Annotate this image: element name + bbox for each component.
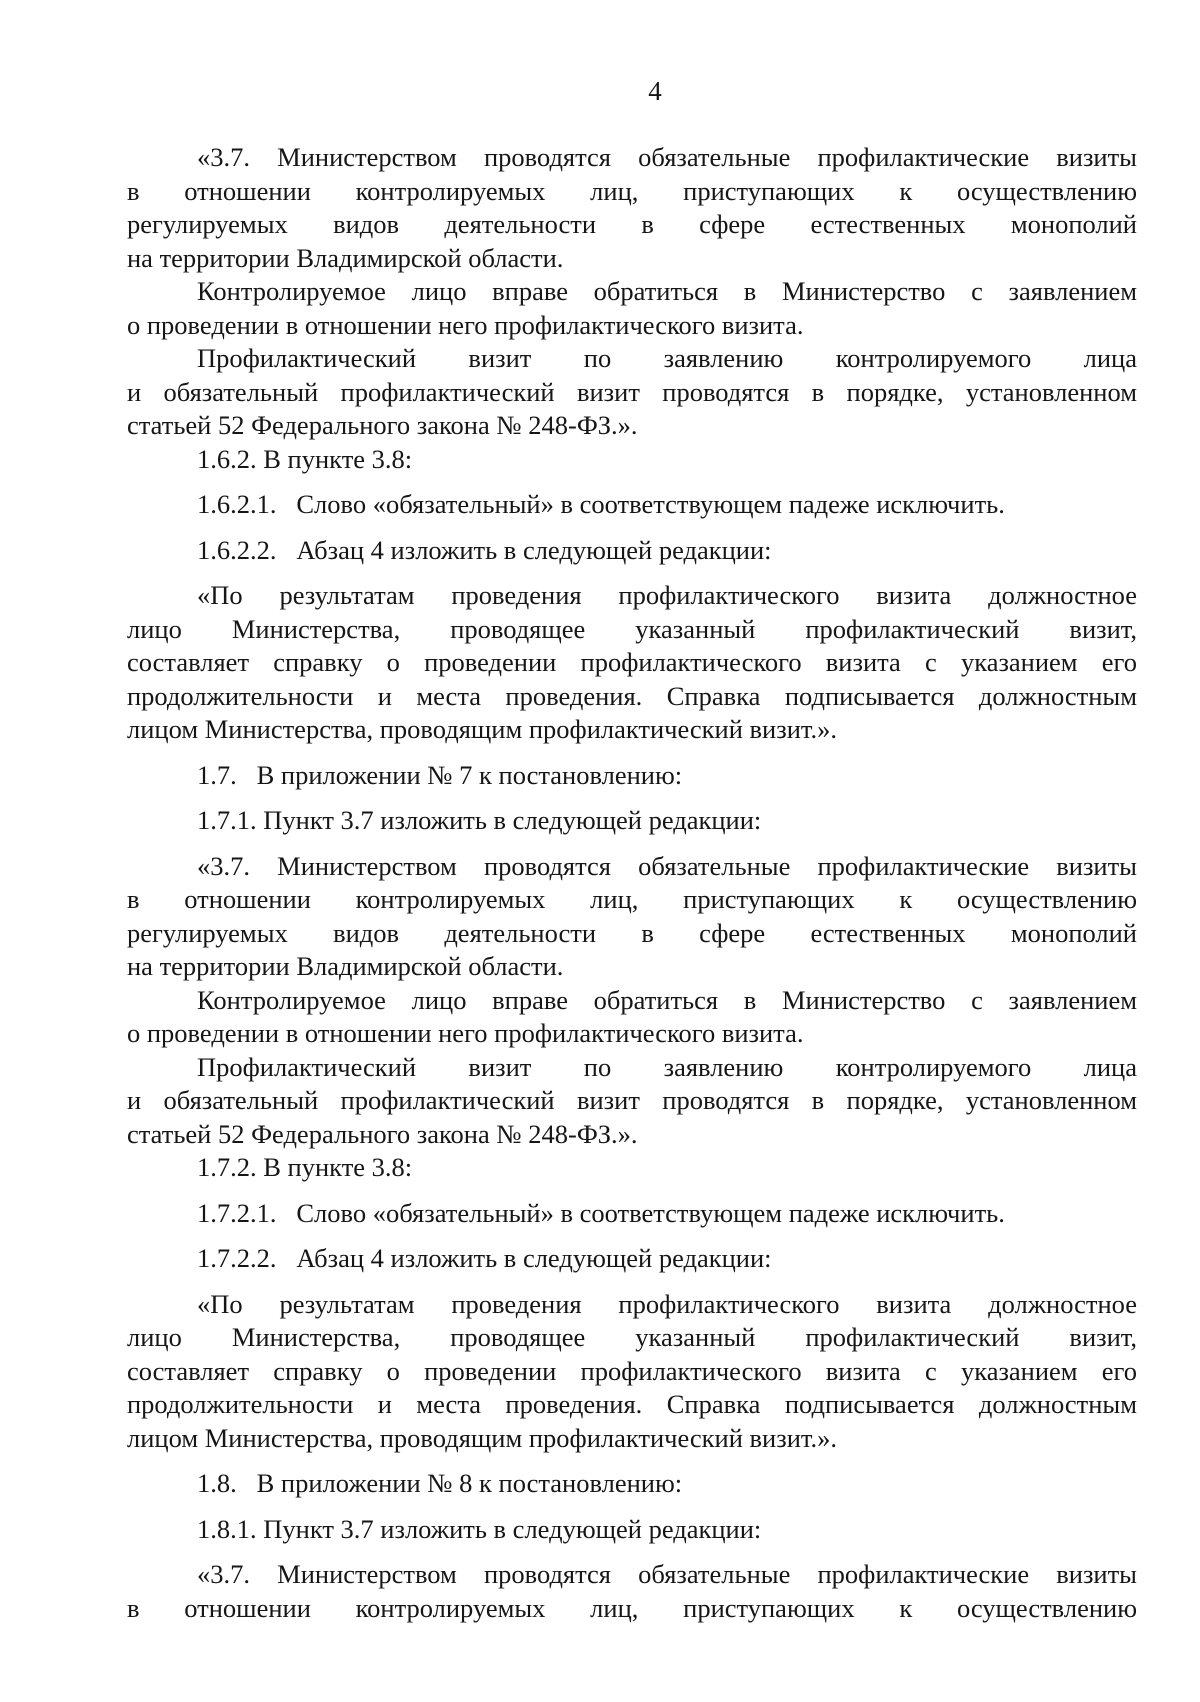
text-line: в отношении контролируемых лиц, приступающих к осуществлению	[127, 175, 1137, 206]
item-1-7-1	[127, 804, 1137, 838]
document-body	[127, 141, 1137, 1625]
text-line: 1.6.2.1. Слово «обязательный» в соответствующем падеже исключить.	[197, 489, 1005, 519]
text-line: регулируемых видов деятельности в сфере естественных монополий	[127, 917, 1137, 948]
text-line: 1.7.2.2. Абзац 4 изложить в следующей редакции:	[197, 1243, 772, 1273]
text-line: лицом Министерства, проводящим профилактический визит.».	[127, 1422, 837, 1453]
text-line: Профилактический визит по заявлению контролируемого лица	[197, 1051, 1137, 1082]
text-line: «3.7. Министерством проводятся обязательные профилактические визиты	[197, 850, 1137, 881]
para-controlled-person-app6	[127, 275, 1137, 342]
text-line: «3.7. Министерством проводятся обязательные профилактические визиты	[197, 142, 1137, 172]
text-line: «По результатам проведения профилактического визита должностное	[197, 580, 1137, 610]
text-line: составляет справку о проведении профилактического визита с указанием его	[127, 647, 1137, 677]
item-1-7-2	[127, 1151, 1137, 1185]
item-1-8-1	[127, 1513, 1137, 1547]
text-line: «По результатам проведения профилактического визита должностное	[197, 1288, 1137, 1319]
item-1-6-2-2	[127, 534, 1137, 568]
text-line: на территории Владимирской области.	[127, 242, 564, 273]
item-1-7-2-2	[127, 1242, 1137, 1276]
text-line: 1.8. В приложении № 8 к постановлению:	[197, 1468, 683, 1498]
text-line: статьей 52 Федерального закона № 248-ФЗ.».	[127, 410, 638, 440]
text-line: лицо Министерства, проводящее указанный профилактический визит,	[127, 613, 1137, 644]
item-1-6-2	[127, 443, 1137, 477]
text-line: и обязательный профилактический визит проводятся в порядке, установленном	[127, 1085, 1137, 1115]
text-line: 1.7.2.1. Слово «обязательный» в соответствующем падеже исключить.	[197, 1197, 1005, 1228]
text-line: 1.7.1. Пункт 3.7 изложить в следующей редакции:	[197, 805, 762, 835]
text-line: продолжительности и места проведения. Справка подписывается должностным	[127, 680, 1137, 711]
para-controlled-person-app7	[127, 984, 1137, 1051]
text-line: лицо Министерства, проводящее указанный профилактический визит,	[127, 1322, 1137, 1352]
text-line: в отношении контролируемых лиц, приступающих к осуществлению	[127, 884, 1137, 914]
text-line: 1.6.2. В пункте 3.8:	[197, 443, 413, 474]
para-quote-3-7-app6	[127, 141, 1137, 275]
text-line: составляет справку о проведении профилактического визита с указанием его	[127, 1355, 1137, 1386]
text-line: Профилактический визит по заявлению контролируемого лица	[197, 343, 1137, 373]
text-line: регулируемых видов деятельности в сфере естественных монополий	[127, 209, 1137, 239]
para-quote-3-7-app8	[127, 1558, 1137, 1625]
para-quote-results-app7	[127, 1288, 1137, 1456]
para-quote-3-7-app7	[127, 850, 1137, 984]
text-line: статьей 52 Федерального закона № 248-ФЗ.».	[127, 1118, 638, 1149]
text-line: продолжительности и места проведения. Справка подписывается должностным	[127, 1389, 1137, 1419]
para-prophylactic-visit-app7	[127, 1051, 1137, 1152]
para-quote-results-app6	[127, 579, 1137, 747]
page-number: 4	[648, 76, 662, 106]
text-line: о проведении в отношении него профилактического визита.	[127, 1018, 804, 1048]
text-line: в отношении контролируемых лиц, приступающих к осуществлению	[127, 1592, 1137, 1623]
para-prophylactic-visit-app6	[127, 342, 1137, 443]
text-line: и обязательный профилактический визит проводятся в порядке, установленном	[127, 376, 1137, 407]
text-line: 1.7.2. В пункте 3.8:	[197, 1152, 413, 1182]
item-1-8	[127, 1467, 1137, 1501]
item-1-6-2-1	[127, 488, 1137, 522]
text-line: лицом Министерства, проводящим профилактический визит.».	[127, 714, 837, 744]
text-line: о проведении в отношении него профилактического визита.	[127, 309, 804, 340]
item-1-7-2-1	[127, 1197, 1137, 1231]
text-line: 1.7. В приложении № 7 к постановлению:	[197, 759, 683, 790]
text-line: 1.6.2.2. Абзац 4 изложить в следующей редакции:	[197, 534, 772, 565]
text-line: «3.7. Министерством проводятся обязательные профилактические визиты	[197, 1559, 1137, 1589]
text-line: Контролируемое лицо вправе обратиться в Министерство с заявлением	[197, 276, 1137, 306]
text-line: на территории Владимирской области.	[127, 951, 564, 981]
text-line: 1.8.1. Пункт 3.7 изложить в следующей редакции:	[197, 1513, 762, 1544]
item-1-7	[127, 759, 1137, 793]
text-line: Контролируемое лицо вправе обратиться в Министерство с заявлением	[197, 984, 1137, 1015]
